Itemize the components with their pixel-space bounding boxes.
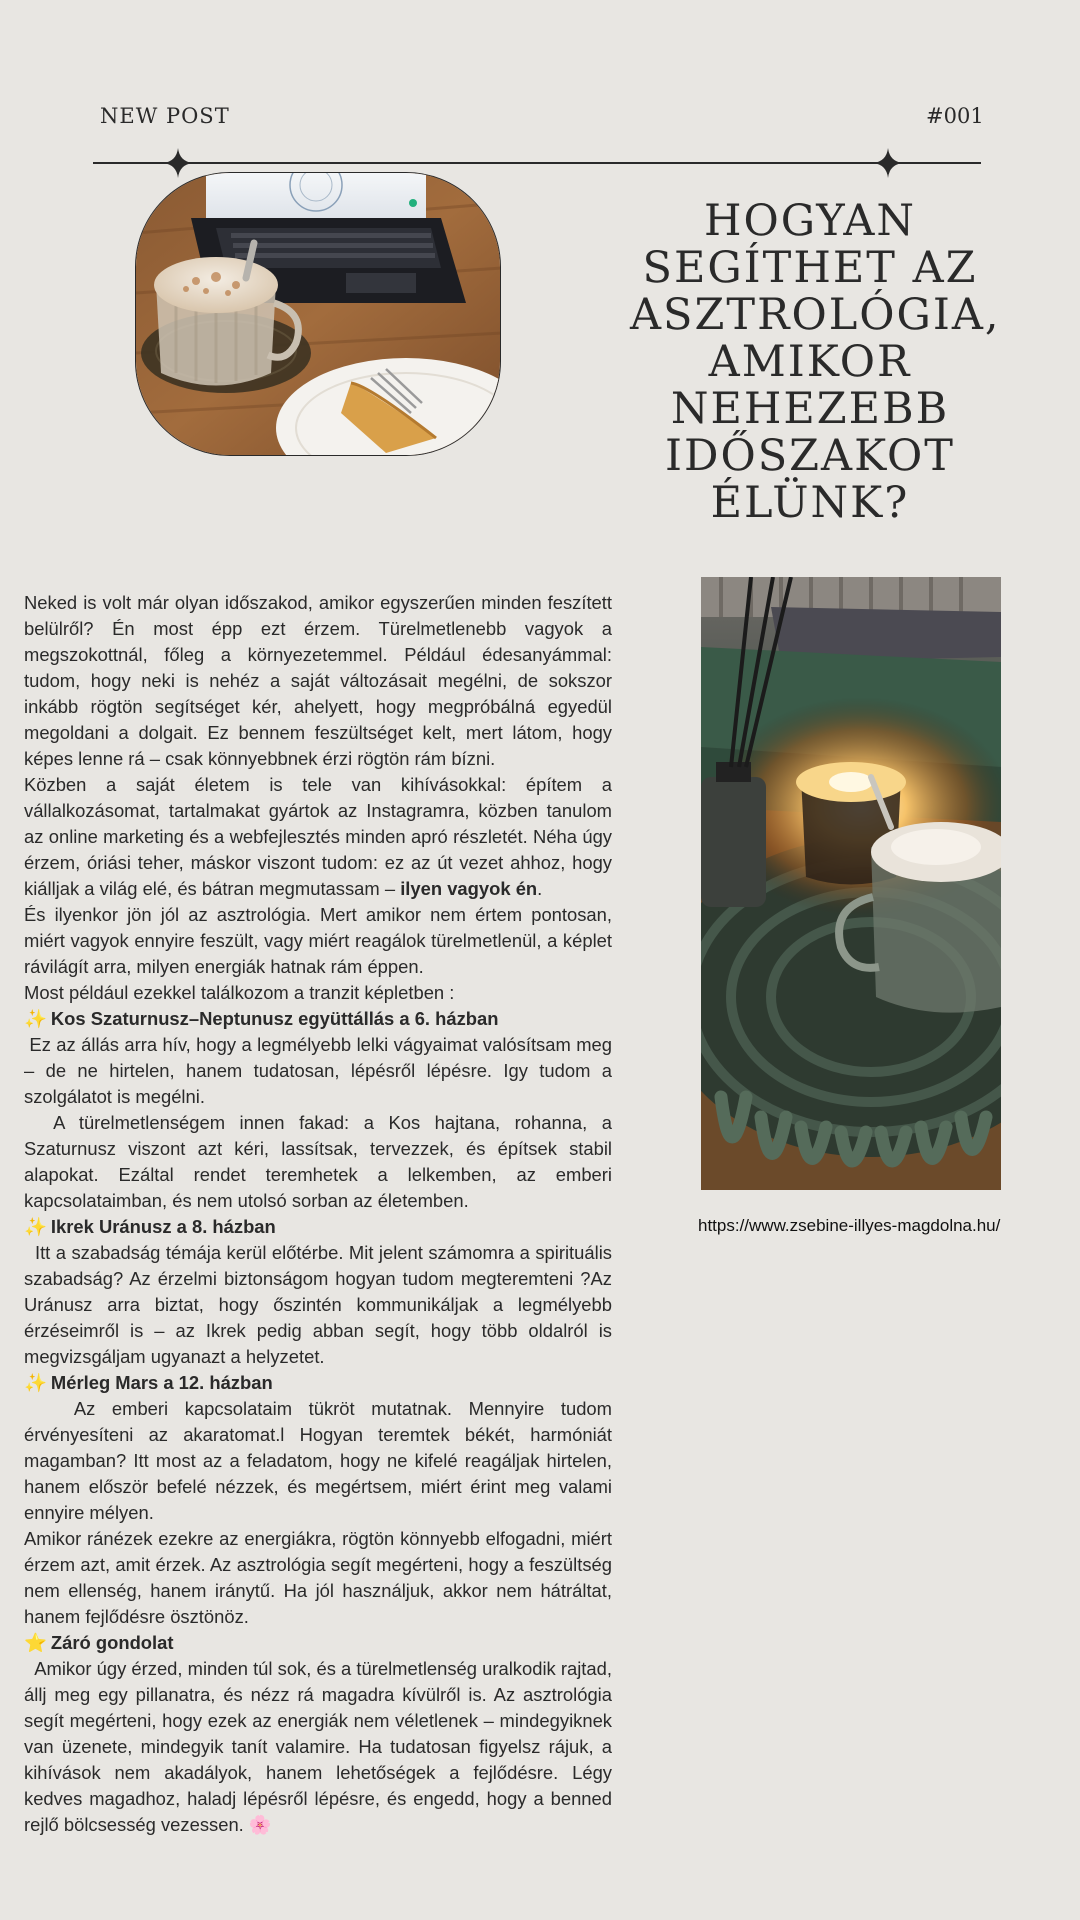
title-line: SEGÍTHET AZ: [642, 243, 978, 293]
title-line: HOGYAN: [703, 196, 917, 246]
coffee-laptop-photo: [135, 172, 501, 456]
article-body: [24, 590, 612, 1838]
section-heading-text: Mérleg Mars a 12. házban: [50, 1372, 273, 1393]
section-heading: [24, 1370, 612, 1396]
flower-icon: 🌸: [248, 1814, 272, 1835]
paragraph-text: Közben a saját életem is tele van kihívásokkal: építem a vállalkozásomat, tartalmakat gyártok az Instagramra, közben tanulom az online marketing és a webfejlesztés minden apró részletét. Néha úgy érzem, óriási teher, máskor viszont tudom: ez az út vezet ahhoz, hogy kiálljak a világ elé, és bátran megmutassam –: [24, 774, 612, 899]
paragraph-text: Itt a szabadság témája kerül előtérbe. Mit jelent számomra a spirituális szabadság? Az érzelmi biztonságom hogyan tudom megteremteni ?Az Uránusz arra biztat, hogy őszintén kommunikáljak a legmélyebb érzéseimről is – az Ikrek pedig abban segít, hogy több oldalról is megvizsgáljam ugyanazt a helyzetet.: [24, 1242, 612, 1367]
bold-phrase: ilyen vagyok én: [400, 878, 538, 899]
section-heading-text: Kos Szaturnusz–Neptunusz együttállás a 6. házban: [50, 1008, 499, 1029]
section-heading-text: Ikrek Uránusz a 8. házban: [50, 1216, 276, 1237]
sparkle-star-icon: [873, 148, 903, 178]
paragraph-end: .: [537, 878, 543, 899]
title-line: ÉLÜNK?: [710, 478, 910, 528]
sparkles-icon: ✨: [24, 1372, 47, 1393]
article-paragraph: [24, 1032, 612, 1110]
article-paragraph: És ilyenkor jön jól az asztrológia. Mert amikor nem értem pontosan, miért vagyok ennyire feszült, vagy miért reagálok türelmetlenül, a képlet rávilágít arra, milyen energiák hatnak rám éppen.: [24, 904, 612, 977]
section-heading: [24, 1630, 612, 1656]
article-paragraph: [24, 1110, 612, 1214]
candle-coffee-photo: [701, 577, 1001, 1190]
article-paragraph: [24, 1656, 612, 1838]
article-paragraph: [24, 772, 612, 902]
section-heading: [24, 1214, 612, 1240]
paragraph-text: A türelmetlenségem innen fakad: a Kos hajtana, rohanna, a Szaturnusz viszont azt kéri, lassítsak, tervezzek, és építsek stabil alapokat. Ezáltal rendet teremhetek a lelkemben, az emberi kapcsolataimban, és nem utolsó sorban az életemben.: [24, 1112, 612, 1211]
sparkles-icon: ✨: [24, 1216, 47, 1237]
article-paragraph: Most például ezekkel találkozom a tranzit képletben :: [24, 982, 455, 1003]
article-paragraph: Neked is volt már olyan időszakod, amikor egyszerűen minden feszített belülről? Én most épp ezt érzem. Türelmetlenebb vagyok a megszokottnál, főleg a környezetemmel. Például édesanyámmal: tudom, hogy neki is nehéz a saját változásait megélni, de sokszor inkább rögtön segítséget kér, ahelyett, hogy megpróbálná egyedül megoldani a dolgait. Ez bennem feszültséget kelt, mert látom, hogy képes lenne rá – csak könnyebbnek érzi rögtön rám bízni.: [24, 592, 612, 769]
new-post-label: NEW POST: [100, 104, 230, 128]
website-url[interactable]: https://www.zsebine-illyes-magdolna.hu/: [698, 1216, 1001, 1235]
title-line: ASZTROLÓGIA,: [630, 290, 1001, 340]
star-icon: ⭐: [24, 1632, 47, 1653]
section-heading-text: Záró gondolat: [50, 1632, 174, 1653]
post-title: [630, 196, 1001, 528]
article-paragraph: [24, 1396, 612, 1526]
title-line: AMIKOR: [708, 337, 912, 387]
paragraph-text: Ez az állás arra hív, hogy a legmélyebb lelki vágyaimat valósítsam meg – de ne hirtelen, hanem tudatosan, lépésről lépésre. Igy tudom a szolgálatot is megélni.: [24, 1034, 612, 1107]
title-line: IDŐSZAKOT: [664, 431, 955, 481]
post-number: #001: [926, 104, 984, 128]
title-line: NEHEZEBB: [670, 384, 950, 434]
section-heading: [24, 1006, 612, 1032]
divider-rule: [93, 162, 981, 164]
sparkles-icon: ✨: [24, 1008, 47, 1029]
paragraph-text: Amikor úgy érzed, minden túl sok, és a türelmetlenség uralkodik rajtad, állj meg egy pillanatra, és nézz rá magadra kívülről is. Az asztrológia segít megérteni, hogy ezek az energiák nem véletlenek – mindegyiknek van üzenete, mindegyik tanít valamire. Ha tudatosan figyelsz rájuk, a kihívások nem akadályok, hanem lehetőségek a fejlődésre. Légy kedves magadhoz, haladj lépésről lépésre, és engedd, hogy a benned rejlő bölcsesség vezessen.: [24, 1658, 612, 1835]
paragraph-text: Az emberi kapcsolataim tükröt mutatnak. Mennyire tudom érvényesíteni az akaratomat.l Hogyan teremtek békét, harmóniát magamban? Itt most az a feladatom, hogy ne kifelé reagáljak hirtelen, hanem először befelé nézzek, és megértsem, miért érint meg valami ennyire mélyen.: [24, 1398, 612, 1523]
article-paragraph: [24, 1240, 612, 1370]
article-paragraph: Amikor ránézek ezekre az energiákra, rögtön könnyebb elfogadni, miért érzem azt, amit érzek. Az asztrológia segít megérteni, hogy a feszültség nem ellenség, hanem iránytű. Ha jól használjuk, akkor nem hátráltat, hanem fejlődésre ösztönöz.: [24, 1528, 612, 1627]
sparkle-star-icon: [163, 148, 193, 178]
